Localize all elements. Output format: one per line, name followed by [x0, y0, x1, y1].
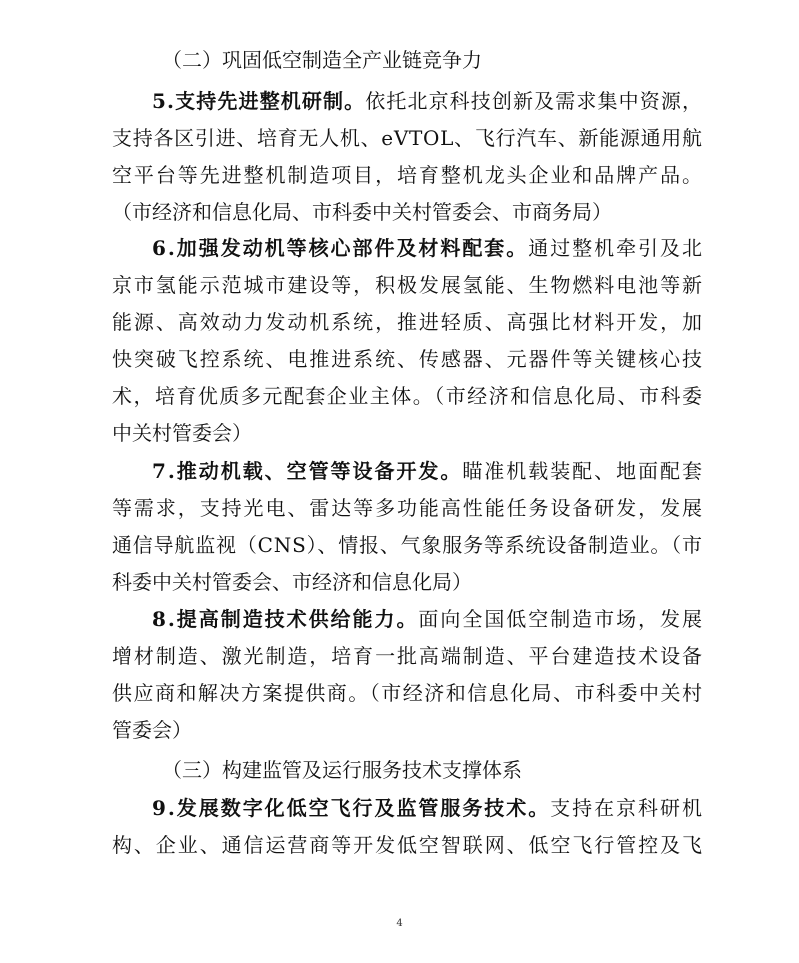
line-text: [152, 233, 704, 263]
text-line: [0, 456, 799, 486]
body-text: 管委会）: [112, 718, 192, 742]
bold-heading-text: 5.支持先进整机研制。: [152, 89, 366, 113]
bold-heading-text: 7.推动机载、空管等设备开发。: [152, 459, 463, 483]
line-text: [112, 270, 704, 300]
line-text: [162, 755, 522, 785]
bold-heading-text: 6.加强发动机等核心部件及材料配套。: [152, 236, 529, 260]
body-text: 中关村管委会）: [112, 421, 252, 445]
text-line: [0, 678, 799, 708]
body-text: 供应商和解决方案提供商。（市经济和信息化局、市科委中关村: [112, 681, 704, 705]
body-text: （二）巩固低空制造全产业链竞争力: [162, 48, 482, 72]
body-text: 空平台等先进整机制造项目，培育整机龙头企业和品牌产品。: [112, 163, 704, 187]
line-text: [112, 641, 704, 671]
bold-heading-text: 9.发展数字化低空飞行及监管服务技术。: [152, 796, 551, 820]
body-text: 通过整机牵引及北: [528, 236, 704, 260]
text-line: [0, 567, 799, 597]
line-text: [112, 197, 612, 227]
body-text: 瞄准机载装配、地面配套: [462, 459, 704, 483]
text-line: [0, 123, 799, 153]
line-text: [112, 567, 472, 597]
line-text: [112, 493, 704, 523]
line-text: [112, 381, 703, 411]
body-text: 科委中关村管委会、市经济和信息化局）: [112, 570, 472, 594]
body-text: 快突破飞控系统、电推进系统、传感器、元器件等关键核心技: [112, 347, 704, 371]
line-text: [112, 344, 704, 374]
body-text: 等需求，支持光电、雷达等多功能高性能任务设备研发，发展: [112, 496, 704, 520]
body-text: 构、企业、通信运营商等开发低空智联网、低空飞行管控及飞: [112, 833, 704, 857]
line-text: [152, 86, 703, 116]
line-text: [112, 830, 704, 860]
text-line: [0, 45, 799, 75]
line-text: [112, 123, 703, 153]
line-text: [152, 456, 704, 486]
text-line: [0, 418, 799, 448]
line-text: [112, 307, 704, 337]
body-text: 面向全国低空制造市场，发展: [418, 607, 704, 631]
text-line: [0, 160, 799, 190]
body-text: 能源、高效动力发动机系统，推进轻质、高强比材料开发，加: [112, 310, 704, 334]
body-text: 支持在京科研机: [550, 796, 704, 820]
text-line: [0, 530, 799, 560]
line-text: [162, 45, 482, 75]
body-text: 京市氢能示范城市建设等，积极发展氢能、生物燃料电池等新: [112, 273, 704, 297]
body-text: 通信导航监视（CNS）、情报、气象服务等系统设备制造业。（市: [112, 533, 703, 557]
text-line: [0, 270, 799, 300]
text-line: [0, 715, 799, 745]
text-line: [0, 641, 799, 671]
text-line: [0, 86, 799, 116]
text-line: [0, 493, 799, 523]
text-line: [0, 233, 799, 263]
text-line: [0, 307, 799, 337]
body-text: 术，培育优质多元配套企业主体。（市经济和信息化局、市科委: [112, 384, 704, 408]
line-text: [112, 715, 192, 745]
line-text: [112, 678, 703, 708]
body-text: （三）构建监管及运行服务技术支撑体系: [162, 758, 522, 782]
bold-heading-text: 8.提高制造技术供给能力。: [152, 607, 419, 631]
line-text: [112, 418, 252, 448]
line-text: [112, 530, 703, 560]
text-line: [0, 381, 799, 411]
text-line: [0, 755, 799, 785]
body-text: （市经济和信息化局、市科委中关村管委会、市商务局）: [112, 200, 612, 224]
text-line: [0, 197, 799, 227]
body-text: 增材制造、激光制造，培育一批高端制造、平台建造技术设备: [112, 644, 704, 668]
body-text: 支持各区引进、培育无人机、eVTOL、飞行汽车、新能源通用航: [112, 126, 703, 150]
text-line: [0, 604, 799, 634]
body-text: 依托北京科技创新及需求集中资源，: [365, 89, 704, 113]
text-line: [0, 793, 799, 823]
line-text: [152, 604, 704, 634]
line-text: [112, 160, 704, 190]
line-text: [152, 793, 704, 823]
text-line: [0, 830, 799, 860]
page-number: 4: [396, 918, 403, 929]
text-line: [0, 344, 799, 374]
